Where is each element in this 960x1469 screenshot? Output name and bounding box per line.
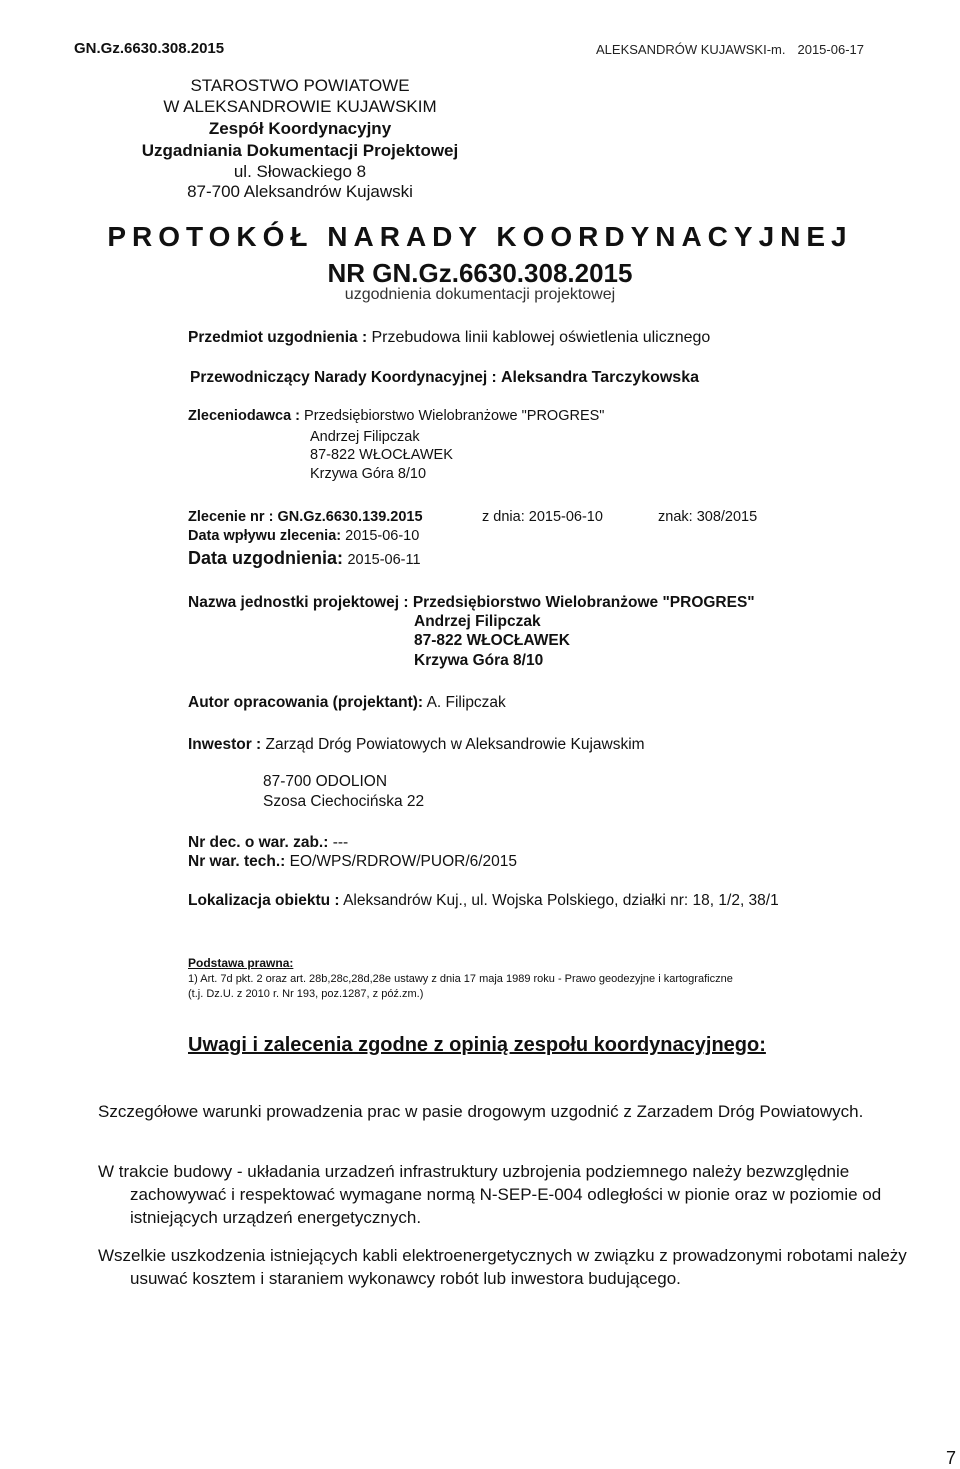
order-number: GN.Gz.6630.139.2015 [277,509,423,525]
remark-paragraph-3: Wszelkie uszkodzenia istniejących kabli elektroenergetycznych w związku z prowadzonymi robotami należy usuwać kosztem i staraniem wykonawcy robót lub inwestora budującego. [98,1246,907,1288]
document-subtitle: uzgodnienia dokumentacji projektowej [344,286,616,303]
team-purpose: Uzgadniania Dokumentacji Projektowej [141,141,459,160]
location-value: Aleksandrów Kuj., ul. Wojska Polskiego, działki nr: 18, 1/2, 38/1 [343,892,779,909]
location-label: Lokalizacja obiektu : [188,892,340,909]
remark-paragraph-2: W trakcie budowy - układania urzadzeń infrastruktury uzbrojenia podziemnego należy bezwzględnie zachowywać i respektować wymagane normą N-SEP-E-004 odległości w pionie oraz w poziomie od istniejących urządzeń energetycznych. [98,1162,882,1227]
document-title: PROTOKÓŁ NARADY KOORDYNACYJNEJ [107,221,853,252]
design-unit-city: 87-822 WŁOCŁAWEK [414,632,570,649]
chairman-row [190,369,699,387]
subject-value: Przebudowa linii kablowej oświetlenia ulicznego [371,329,711,346]
office-street: ul. Słowackiego 8 [233,162,367,181]
design-unit-row [188,594,755,612]
order-label: Zlecenie nr : [188,509,274,525]
author-label: Autor opracowania (projektant): [188,694,424,711]
office-location: W ALEKSANDROWIE KUJAWSKIM [163,97,437,116]
received-date: 2015-06-10 [345,528,420,544]
received-row [188,528,419,544]
design-unit-person: Andrzej Filipczak [414,613,541,630]
received-label: Data wpływu zlecenia: [188,528,342,544]
agreement-date: 2015-06-11 [347,552,421,568]
tech-row [188,853,517,871]
dec-value: --- [332,834,349,851]
order-date-row [482,509,603,525]
client-label: Zleceniodawca : [188,408,301,424]
legal-line-1: 1) Art. 7d pkt. 2 oraz art. 28b,28c,28d,28e ustawy z dnia 17 maja 1989 roku - Prawo geodezyjne i kartograficzne [188,973,733,985]
chairman-value: Aleksandra Tarczykowska [500,369,699,386]
dec-row [188,834,348,852]
client-person: Andrzej Filipczak [310,429,420,445]
tech-value: EO/WPS/RDROW/PUOR/6/2015 [289,853,518,870]
subject-row [188,329,710,347]
agreement-row [188,548,421,569]
office-city: 87-700 Aleksandrów Kujawski [187,182,413,201]
remarks-heading: Uwagi i zalecenia zgodne z opinią zespołu koordynacyjnego: [188,1034,766,1056]
client-city: 87-822 WŁOCŁAWEK [310,447,453,463]
subject-label: Przedmiot uzgodnienia : [188,329,368,346]
client-row [188,408,604,424]
agreement-label: Data uzgodnienia: [188,548,344,568]
investor-city: 87-700 ODOLION [263,773,388,790]
place-date [596,42,864,57]
investor-street: Szosa Ciechocińska 22 [263,793,425,810]
location-row [188,892,779,910]
remark-paragraph-1: Szczegółowe warunki prowadzenia prac w pasie drogowym uzgodnić z Zarzadem Dróg Powiatowych. [98,1102,864,1121]
tech-label: Nr war. tech.: [188,853,286,870]
place: ALEKSANDRÓW KUJAWSKI-m. [596,42,786,57]
legal-line-2: (t.j. Dz.U. z 2010 r. Nr 193, poz.1287, z póź.zm.) [188,988,424,1000]
author-value: A. Filipczak [426,694,506,711]
page-number: 7 [946,1448,957,1468]
legal-heading: Podstawa prawna: [188,956,294,970]
order-date: 2015-06-10 [528,509,603,525]
order-sign-label: znak: [658,509,693,525]
case-number: GN.Gz.6630.308.2015 [74,40,225,57]
office-name: STAROSTWO POWIATOWE [190,76,410,95]
client-company: Przedsiębiorstwo Wielobranżowe "PROGRES" [304,408,605,424]
design-unit-street: Krzywa Góra 8/10 [414,652,544,669]
document-number: NR GN.Gz.6630.308.2015 [327,258,633,288]
order-sign-row [658,509,757,525]
order-date-label: z dnia: [482,509,525,525]
author-row [188,694,506,712]
team-name: Zespół Koordynacyjny [208,119,392,138]
order-row [188,509,423,525]
investor-row [188,736,645,754]
chairman-label: Przewodniczący Narady Koordynacyjnej : [190,369,497,386]
client-street: Krzywa Góra 8/10 [310,466,427,482]
investor-value: Zarząd Dróg Powiatowych w Aleksandrowie Kujawskim [265,736,645,753]
date: 2015-06-17 [797,42,864,57]
design-unit-company: Przedsiębiorstwo Wielobranżowe "PROGRES" [412,594,755,611]
investor-label: Inwestor : [188,736,262,753]
design-unit-label: Nazwa jednostki projektowej : [188,594,409,611]
dec-label: Nr dec. o war. zab.: [188,834,329,851]
order-sign: 308/2015 [696,509,758,525]
